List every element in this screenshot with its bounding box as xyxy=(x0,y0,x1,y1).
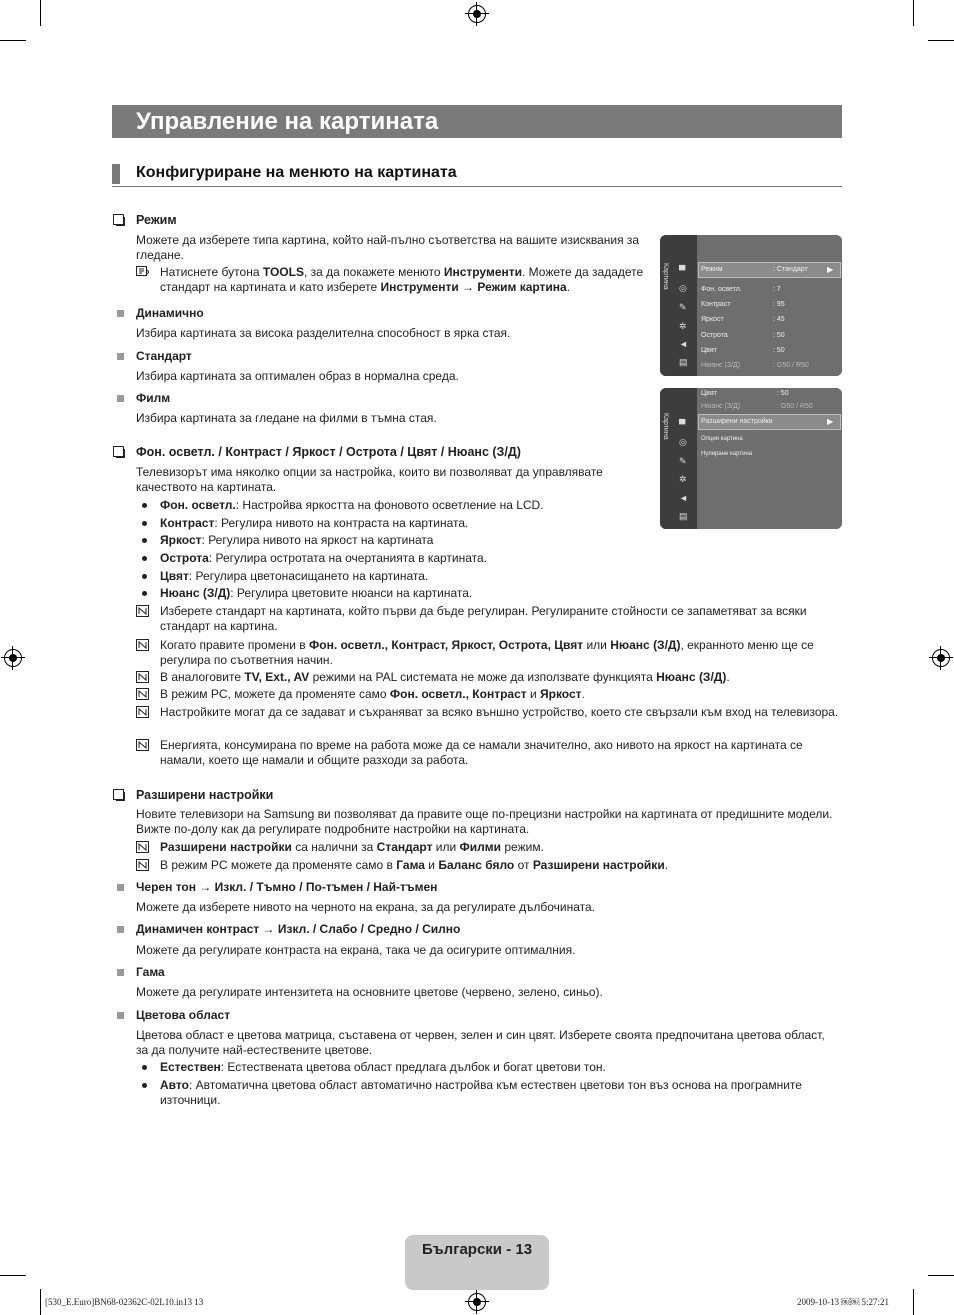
channel-icon: ✎ xyxy=(679,456,687,466)
advanced-note-2: В режим PC можете да променяте само в Гама и Баланс бяло от Разширени настройки. xyxy=(160,858,669,872)
square-bullet-icon xyxy=(117,310,124,317)
crop-mark xyxy=(928,40,954,41)
menu-value: : G50 / R50 xyxy=(777,403,813,410)
picture-icon: ▀ xyxy=(679,419,686,429)
note-3: В аналоговите TV, Ext., AV режими на PAL системата не може да използвате функцията Нюанс (З/Д). xyxy=(160,670,730,684)
menu-item[interactable]: Режим xyxy=(701,266,723,273)
standard-desc: Избира картината за оптимален образ в нормална среда. xyxy=(136,369,459,383)
menu-item[interactable]: Острота xyxy=(701,332,728,339)
menu-value: : 45 xyxy=(773,316,785,323)
file-info: [530_E.Euro]BN68-02362C-02L10.in13 13 xyxy=(45,1297,204,1307)
menu-item[interactable]: Опции картина xyxy=(701,436,743,442)
menu-value: : 50 xyxy=(773,332,785,339)
menu-item[interactable]: Нюанс (З/Д) xyxy=(701,403,741,410)
note-5: Настройките могат да се задават и съхраняват за всяко външно устройство, което сте свързали към вход на телевизора. xyxy=(160,705,839,719)
note-icon xyxy=(136,859,149,871)
menu-value: : 7 xyxy=(773,286,781,293)
arrow-right-icon: ▶ xyxy=(827,265,834,274)
checkbox-icon xyxy=(113,446,124,457)
menu-item[interactable]: Нюанс (З/Д) xyxy=(701,362,741,369)
dynamic-contrast-desc: Можете да регулирате контраста на екрана, така че да осигурите оптималния. xyxy=(136,943,576,957)
support-icon: ▤ xyxy=(679,357,688,367)
picture-icon: ▀ xyxy=(679,265,686,275)
advanced-desc: Новите телевизори на Samsung ви позволяват да правите още по-прецизни настройки на картината от предишните модели. Вижте по-долу как да регулирате подробните настройки на картината. xyxy=(136,807,833,836)
date-info: 2009-10-13 ￼￼ 5:27:21 xyxy=(797,1297,889,1307)
note-1: Изберете стандарт на картината, който първи да бъде регулиран. Регулираните стойности се запаметяват за всяки стандарт на картина. xyxy=(160,604,807,633)
square-bullet-icon xyxy=(117,969,124,976)
menu-value: : G50 / R50 xyxy=(773,362,809,369)
note-6: Енергията, консумирана по време на работа може да се намали значително, ако нивото на яркост на картината се намали, което ще намали и общите разходи за работа. xyxy=(160,738,803,767)
advanced-note-1: Разширени настройки са налични за Стандарт или Филми режим. xyxy=(160,840,544,854)
bullet-icon xyxy=(142,556,147,561)
registration-mark-icon xyxy=(468,5,486,23)
page-number: Български - 13 xyxy=(421,1241,533,1258)
input-icon: ◄ xyxy=(679,339,688,349)
menu-item[interactable]: Контраст xyxy=(701,301,731,308)
sound-icon: ◎ xyxy=(679,437,687,447)
menu-value: : 95 xyxy=(773,301,785,308)
square-bullet-icon xyxy=(117,1012,124,1019)
bullet-contrast: Контраст: Регулира нивото на контраста на картината. xyxy=(160,516,469,530)
section-marker xyxy=(112,164,120,184)
square-bullet-icon xyxy=(117,884,124,891)
dynamic-desc: Избира картината за висока разделителна способност в ярка стая. xyxy=(136,326,511,340)
menu-item[interactable]: Цвят xyxy=(701,347,717,354)
bullet-icon xyxy=(142,521,147,526)
film-desc: Избира картината за гледане на филми в тъмна стая. xyxy=(136,411,437,425)
registration-mark-icon xyxy=(4,649,22,667)
arrow-right-icon: ▶ xyxy=(827,417,834,426)
bullet-icon xyxy=(142,1065,147,1070)
menu-item[interactable]: Цвят xyxy=(701,390,717,397)
menu-item[interactable]: Яркост xyxy=(701,316,724,323)
bullet-auto: Авто: Автоматична цветова област автоматично настройва към естествен цветови тон въз основа на програмните източници. xyxy=(160,1078,802,1107)
menu-item[interactable]: Фон. осветл. xyxy=(701,286,742,293)
crop-mark xyxy=(40,1289,41,1315)
menu-value: : Стандарт xyxy=(773,266,808,273)
note-icon xyxy=(136,841,149,853)
color-space-desc: Цветова област е цветова матрица, съставена от червен, зелен и син цвят. Изберете своята предпочитана цветова област, за да получите най-естествените цветове. xyxy=(136,1028,825,1057)
mode-heading: Режим xyxy=(136,213,177,227)
tv-menu-picture-advanced xyxy=(660,388,842,529)
sound-icon: ◎ xyxy=(679,283,687,293)
black-tone-heading: Черен тон → Изкл. / Тъмно / По-тъмен / Най-тъмен xyxy=(136,880,438,894)
setup-icon: ✲ xyxy=(679,321,687,331)
tv-menu-picture xyxy=(660,235,842,376)
note-4: В режим PC, можете да променяте само Фон. осветл., Контраст и Яркост. xyxy=(160,687,585,701)
note-icon xyxy=(136,706,149,718)
tools-note-icon xyxy=(136,266,149,278)
bullet-icon xyxy=(142,538,147,543)
crop-mark xyxy=(928,1275,954,1276)
bullet-icon xyxy=(142,591,147,596)
note-icon xyxy=(136,671,149,683)
settings-heading: Фон. осветл. / Контраст / Яркост / Острота / Цвят / Нюанс (З/Д) xyxy=(136,445,521,459)
section-title: Конфигуриране на менюто на картината xyxy=(136,164,457,181)
crop-mark xyxy=(40,0,41,26)
note-icon xyxy=(136,639,149,651)
gamma-desc: Можете да регулирате интензитета на основните цветове (червено, зелено, синьо). xyxy=(136,985,603,999)
square-bullet-icon xyxy=(117,353,124,360)
checkbox-icon xyxy=(113,214,124,225)
menu-item[interactable]: Нулиране картина xyxy=(701,451,753,457)
support-icon: ▤ xyxy=(679,511,688,521)
crop-mark xyxy=(0,40,26,41)
dynamic-heading: Динамично xyxy=(136,306,204,320)
tools-note: Натиснете бутона TOOLS, за да покажете менюто Инструменти. Можете да зададете стандарт на картината и като изберете Инструменти → Режим картина. xyxy=(160,265,644,294)
advanced-heading: Разширени настройки xyxy=(136,788,274,802)
square-bullet-icon xyxy=(117,926,124,933)
dynamic-contrast-heading: Динамичен контраст → Изкл. / Слабо / Средно / Силно xyxy=(136,922,461,936)
menu-item[interactable]: Разширени настройки xyxy=(701,418,773,425)
black-tone-desc: Можете да изберете нивото на черното на екрана, за да регулирате дълбочината. xyxy=(136,900,596,914)
gamma-heading: Гама xyxy=(136,965,165,979)
menu-side-label: Картина xyxy=(662,413,669,440)
mode-desc: Можете да изберете типа картина, който най-пълно съответства на вашите изисквания за гледане. xyxy=(136,233,640,262)
bullet-icon xyxy=(142,1083,147,1088)
checkbox-icon xyxy=(113,789,124,800)
setup-icon: ✲ xyxy=(679,474,687,484)
bullet-natural: Естествен: Естествената цветова област предлага дълбок и богат цветови тон. xyxy=(160,1060,606,1074)
crop-mark xyxy=(0,1275,26,1276)
page-title: Управление на картината xyxy=(136,108,439,135)
bullet-color: Цвят: Регулира цветонасищането на картината. xyxy=(160,569,429,583)
bullet-backlight: Фон. осветл.: Настройва яркостта на фоновото осветление на LCD. xyxy=(160,498,544,512)
color-space-heading: Цветова област xyxy=(136,1008,231,1022)
bullet-tint: Нюанс (З/Д): Регулира цветовите нюанси на картината. xyxy=(160,586,473,600)
channel-icon: ✎ xyxy=(679,302,687,312)
bullet-icon xyxy=(142,503,147,508)
bullet-brightness: Яркост: Регулира нивото на яркост на картината xyxy=(160,533,434,547)
bullet-sharpness: Острота: Регулира остротата на очертанията в картината. xyxy=(160,551,488,565)
input-icon: ◄ xyxy=(679,493,688,503)
crop-mark xyxy=(913,0,914,26)
note-icon xyxy=(136,688,149,700)
note-icon xyxy=(136,605,149,617)
crop-mark xyxy=(913,1289,914,1315)
menu-value: : 50 xyxy=(777,390,789,397)
note-icon xyxy=(136,739,149,751)
settings-desc: Телевизорът има няколко опции за настройка, които ви позволяват да управлявате качеството на картината. xyxy=(136,465,603,494)
menu-side-label: Картина xyxy=(662,263,669,290)
section-rule xyxy=(112,186,842,187)
note-2: Когато правите промени в Фон. осветл., Контраст, Яркост, Острота, Цвят или Нюанс (З/Д), екранното меню ще се регулира по съответния начин. xyxy=(160,638,814,667)
standard-heading: Стандарт xyxy=(136,349,192,363)
registration-mark-icon xyxy=(932,649,950,667)
square-bullet-icon xyxy=(117,395,124,402)
bullet-icon xyxy=(142,574,147,579)
menu-value: : 50 xyxy=(773,347,785,354)
registration-mark-icon xyxy=(468,1293,486,1311)
film-heading: Филм xyxy=(136,391,171,405)
